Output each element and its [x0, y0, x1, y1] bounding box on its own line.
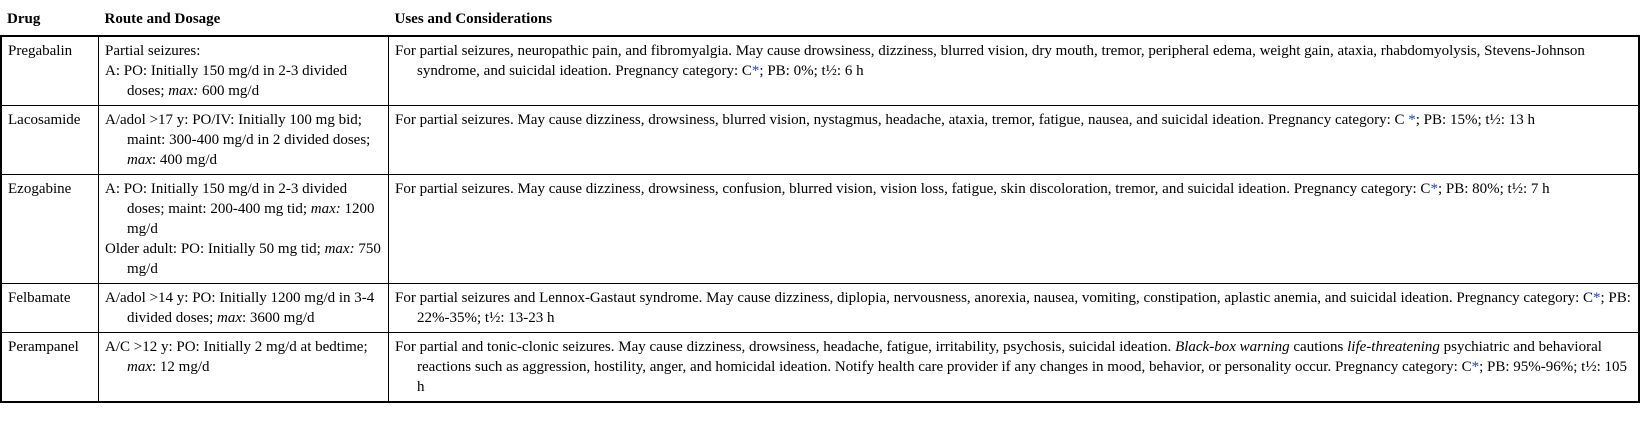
drug-name-cell: Perampanel — [1, 333, 99, 403]
dosage-text: 1200 mg/d — [127, 201, 375, 237]
uses-considerations-cell — [389, 175, 1640, 284]
italic-text: max — [127, 359, 152, 375]
uses-text — [395, 337, 1632, 397]
italic-text: max — [217, 310, 242, 326]
footnote-asterisk: * — [1430, 181, 1438, 197]
uses-text-run: ; PB: 15%; t½: 13 h — [1415, 112, 1535, 128]
header-row — [1, 0, 1639, 36]
route-dosage-cell — [99, 333, 389, 403]
route-dosage-cell — [99, 36, 389, 106]
route-dosage-cell — [99, 284, 389, 333]
dosage-text: A/adol >14 y: PO: Initially 1200 mg/d in 3-4 divided doses; — [105, 290, 375, 326]
header-route-dosage: Route and Dosage — [99, 0, 389, 36]
footnote-asterisk: * — [751, 63, 760, 79]
dosage-line — [105, 41, 382, 61]
drug-name-cell: Lacosamide — [1, 106, 99, 175]
drug-name-cell: Pregabalin — [1, 36, 99, 106]
uses-text-run: For partial seizures and Lennox-Gastaut syndrome. May cause dizziness, diplopia, nervousness, anorexia, nausea, vomiting, constipation, aplastic anemia, and suicidal ideation. Pregnancy category: C — [395, 290, 1593, 306]
uses-considerations-cell — [389, 333, 1640, 403]
dosage-line — [105, 239, 382, 279]
uses-text-run: psychiatric and behavioral reactions such as aggression, hostility, anger, and homicidal ideation. Notify health care provider if any changes in mood, behavior, or personality occur. Pregnancy category: C — [417, 339, 1602, 375]
drug-name-cell: Ezogabine — [1, 175, 99, 284]
route-dosage-cell — [99, 175, 389, 284]
italic-text: Black-box warning — [1175, 339, 1290, 355]
uses-text-run: For partial and tonic-clonic seizures. May cause dizziness, drowsiness, headache, fatigue, irritability, psychosis, suicidal ideation. — [395, 339, 1176, 355]
footnote-asterisk: * — [1408, 112, 1416, 128]
table-row — [1, 36, 1639, 106]
uses-text-run: For partial seizures. May cause dizziness, drowsiness, confusion, blurred vision, vision loss, fatigue, skin discoloration, tremor, and suicidal ideation. Pregnancy category: C — [395, 181, 1431, 197]
footnote-asterisk: * — [1471, 359, 1480, 375]
uses-text-run: ; PB: 0%; t½: 6 h — [759, 63, 864, 79]
italic-text: max: — [310, 201, 341, 217]
drug-name-cell: Felbamate — [1, 284, 99, 333]
uses-text-run: ; PB: 95%-96%; t½: 105 h — [417, 359, 1628, 395]
uses-text — [395, 288, 1632, 328]
footnote-asterisk: * — [1593, 290, 1601, 306]
header-drug: Drug — [1, 0, 99, 36]
dosage-text: Partial seizures: — [105, 43, 201, 59]
uses-considerations-cell — [389, 106, 1640, 175]
dosage-text: A/C >12 y: PO: Initially 2 mg/d at bedtime; — [105, 339, 368, 355]
uses-considerations-cell — [389, 284, 1640, 333]
uses-text-run: cautions — [1289, 339, 1348, 355]
uses-text — [395, 110, 1632, 130]
dosage-text: : 400 mg/d — [152, 152, 218, 168]
italic-text: max: — [168, 83, 199, 99]
uses-text-run: For partial seizures, neuropathic pain, and fibromyalgia. May cause drowsiness, dizziness, blurred vision, dry mouth, tremor, peripheral edema, weight gain, ataxia, rhabdomyolysis, Stevens-Johnson syndrome, and suicidal ideation. Pregnancy category: C — [395, 43, 1585, 79]
dosage-line — [105, 110, 382, 170]
dosage-line — [105, 179, 382, 239]
header-uses-considerations: Uses and Considerations — [389, 0, 1640, 36]
italic-text: max: — [324, 241, 355, 257]
italic-text: max — [127, 152, 152, 168]
dosage-text: 750 mg/d — [127, 241, 381, 277]
uses-text-run: ; PB: 80%; t½: 7 h — [1437, 181, 1550, 197]
uses-text-run: ; PB: 22%-35%; t½: 13-23 h — [417, 290, 1631, 326]
dosage-text: A/adol >17 y: PO/IV: Initially 100 mg bid; maint: 300-400 mg/d in 2 divided doses; — [105, 112, 371, 148]
dosage-line — [105, 288, 382, 328]
uses-text — [395, 41, 1632, 81]
table-row — [1, 106, 1639, 175]
table-row — [1, 333, 1639, 403]
uses-text — [395, 179, 1632, 199]
uses-considerations-cell — [389, 36, 1640, 106]
table-row — [1, 175, 1639, 284]
dosage-text: A: PO: Initially 150 mg/d in 2-3 divided doses; maint: 200-400 mg tid; — [105, 181, 348, 217]
route-dosage-cell — [99, 106, 389, 175]
dosage-text: A: PO: Initially 150 mg/d in 2-3 divided doses; — [105, 63, 348, 99]
dosage-text: : 12 mg/d — [152, 359, 210, 375]
dosage-text: Older adult: PO: Initially 50 mg tid; — [105, 241, 325, 257]
table-row — [1, 284, 1639, 333]
dosage-line — [105, 61, 382, 101]
dosage-text: : 3600 mg/d — [242, 310, 315, 326]
italic-text: life-threatening — [1347, 339, 1440, 355]
uses-text-run: For partial seizures. May cause dizziness, drowsiness, blurred vision, nystagmus, headache, ataxia, tremor, fatigue, nausea, and suicidal ideation. Pregnancy category: C — [395, 112, 1409, 128]
dosage-line — [105, 337, 382, 377]
dosage-text: 600 mg/d — [198, 83, 260, 99]
